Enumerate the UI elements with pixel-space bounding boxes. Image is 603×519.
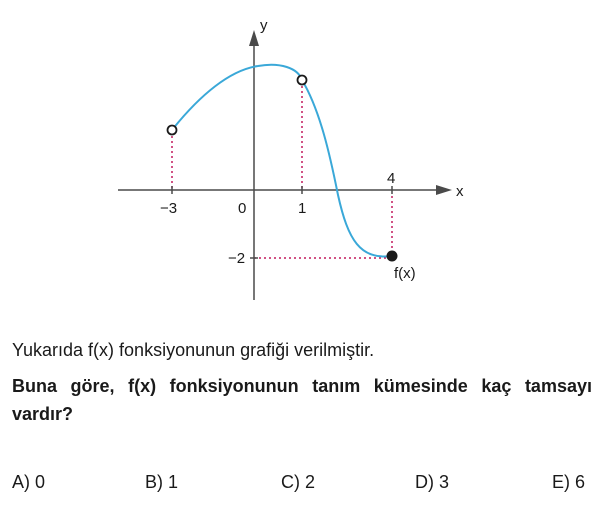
question-text: Buna göre, f(x) fonksiyonunun tanım kümesinde kaç tamsayı vardır? <box>12 376 592 424</box>
function-curve <box>172 65 392 257</box>
y-axis-arrow <box>249 30 259 46</box>
tick-label-neg2: −2 <box>228 250 246 267</box>
tick-label-4: 4 <box>387 170 396 187</box>
x-axis-arrow <box>436 185 452 195</box>
option-a[interactable]: A) 0 <box>12 472 46 492</box>
option-e[interactable]: E) 6 <box>552 472 586 492</box>
tick-label-0: 0 <box>238 200 247 217</box>
option-c[interactable]: C) 2 <box>281 472 316 492</box>
x-axis-label: x <box>456 183 464 200</box>
tick-label-neg3: −3 <box>160 200 178 217</box>
guide-lines <box>172 86 392 258</box>
option-d[interactable]: D) 3 <box>415 472 450 492</box>
option-b[interactable]: B) 1 <box>145 472 179 492</box>
function-label: f(x) <box>394 265 416 282</box>
closed-endpoint-right <box>387 251 398 262</box>
y-axis-label: y <box>260 17 268 34</box>
intro-text: Yukarıda f(x) fonksiyonunun grafiği verilmiştir. <box>12 340 375 360</box>
open-endpoint-left <box>168 126 177 135</box>
open-point-at-1 <box>298 76 307 85</box>
axes <box>118 30 452 300</box>
tick-label-1: 1 <box>298 200 307 217</box>
